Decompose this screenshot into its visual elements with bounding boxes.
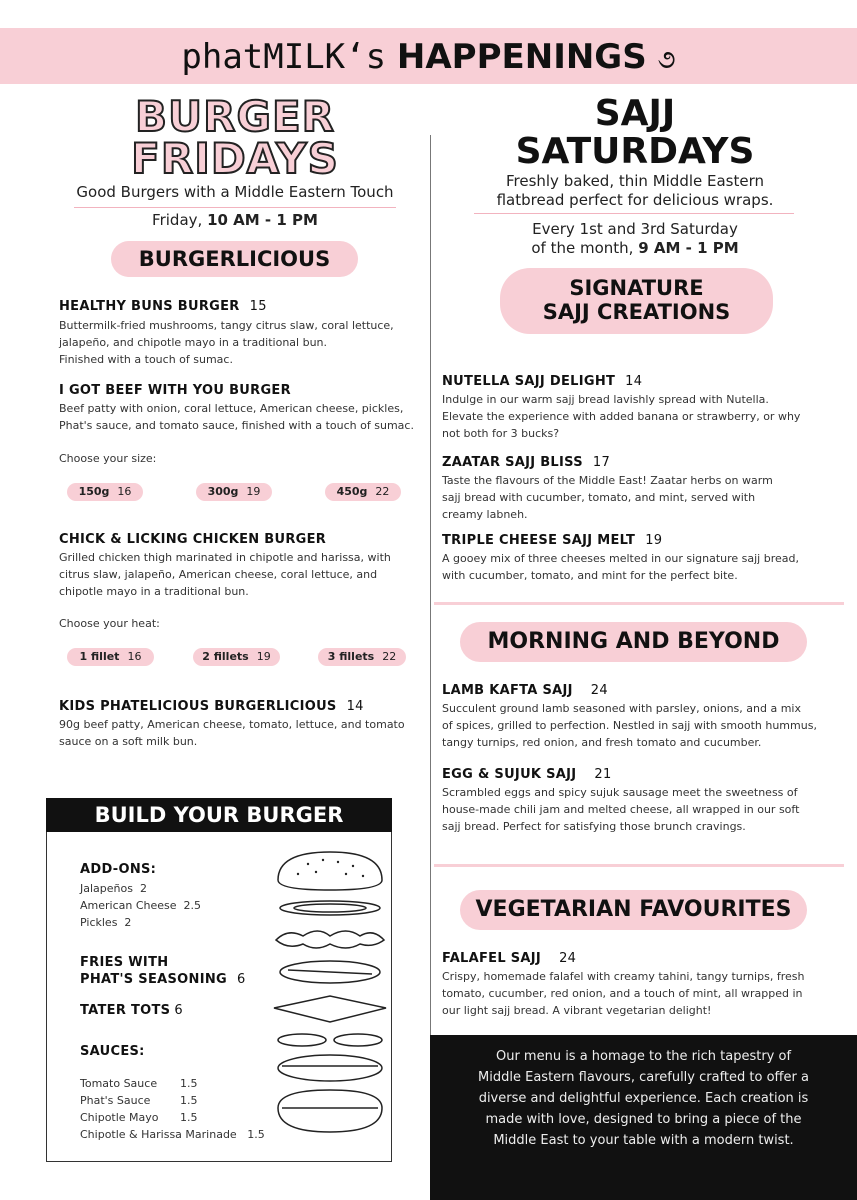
about-text [455,1046,832,1151]
item-price: 24 [590,683,608,698]
size-option-150g[interactable] [67,483,143,501]
desc-line: sauce on a soft milk bun. [59,735,198,748]
desc-line: Scrambled eggs and spicy sujuk sausage meet the sweetness of [442,786,798,799]
desc-line: Beef patty with onion, coral lettuce, American cheese, pickles, [59,402,404,415]
cheese-icon [274,996,386,1022]
menu-item-description [442,700,847,751]
morning-and-beyond-heading: MORNING AND BEYOND [460,622,807,662]
about-line: made with love, designed to bring a piece of the [485,1112,802,1127]
option-price: 19 [246,485,261,498]
menu-item-name [442,455,610,470]
item-title: NUTELLA SAJJ DELIGHT [442,374,616,389]
lettuce-icon [276,931,384,948]
heat-label: Choose your heat: [59,617,160,630]
desc-line: 90g beef patty, American cheese, tomato, lettuce, and tomato [59,718,405,731]
addon-item [80,880,201,897]
option-price: 16 [127,650,142,663]
item-title: HEALTHY BUNS BURGER [59,299,240,314]
burgerlicious-heading: BURGERLICIOUS [111,241,358,277]
vegetarian-favourites-heading: VEGETARIAN FAVOURITES [460,890,807,930]
sauce-price: 1.5 [180,1111,198,1124]
item-price: 14 [625,374,643,389]
sauce-name: Chipotle Mayo [80,1111,159,1124]
menu-item-description [59,400,424,434]
menu-item-name [442,767,612,782]
about-line: Our menu is a homage to the rich tapestry of [495,1049,792,1064]
brand-name: phatMILK‘s [181,37,387,77]
burger-fridays-schedule [60,211,410,229]
tots-name: TATER TOTS [80,1003,171,1018]
menu-item-name [442,951,576,966]
menu-item-name [442,533,662,548]
sauce-item [80,1126,270,1143]
bottom-bun-icon [278,1090,382,1132]
addon-price: 2 [124,916,132,929]
item-title: FALAFEL SAJJ [442,951,542,966]
desc-line: sajj bread with cucumber, tomato, and mint, served with [442,491,756,504]
menu-item-description [59,716,424,750]
item-title: ZAATAR SAJJ BLISS [442,455,583,470]
item-price: 19 [645,533,663,548]
bottom-patty-icon [278,1055,382,1081]
sauce-item [80,1092,270,1109]
sauce-name: Chipotle & Harissa Marinade [80,1128,237,1141]
burger-fridays-title-line1: BURGER [135,92,335,141]
burger-fridays-title-line2: FRIDAYS [131,134,339,183]
desc-line: Taste the flavours of the Middle East! Zaatar herbs on warm [442,474,773,487]
menu-item-name [59,532,326,547]
desc-line: Crispy, homemade falafel with creamy tahini, tangy turnips, fresh [442,970,805,983]
option-label: 450g [336,485,368,498]
build-your-burger-title: BUILD YOUR BURGER [46,798,392,832]
addon-item [80,914,201,931]
size-option-450g[interactable] [325,483,401,501]
item-title: EGG & SUJUK SAJJ [442,767,577,782]
sauce-item [80,1109,270,1126]
desc-line: Succulent ground lamb seasoned with parsley, onions, and a mix [442,702,801,715]
item-title: CHICK & LICKING CHICKEN BURGER [59,532,327,547]
sauce-price: 1.5 [180,1077,198,1090]
sajj-tagline-line1: Freshly baked, thin Middle Eastern [505,172,765,190]
menu-item-name [59,299,267,314]
addon-name: Pickles [80,916,118,929]
sauce-item [80,1075,270,1092]
sauces-list [80,1075,270,1143]
about-line: Middle East to your table with a modern twist. [493,1133,794,1148]
desc-line: our light sajj bread. A vibrant vegetarian delight! [442,1004,712,1017]
desc-line: tangy turnips, red onion, and fresh tomato and cucumber. [442,736,762,749]
desc-line: A gooey mix of three cheeses melted in our signature sajj bread, [442,552,799,565]
item-price: 24 [559,951,577,966]
addon-price: 2 [139,882,147,895]
desc-line: Indulge in our warm sajj bread lavishly spread with Nutella. [442,393,769,406]
item-price: 21 [594,767,612,782]
signature-sajj-heading [500,268,773,334]
size-label: Choose your size: [59,452,157,465]
item-title: TRIPLE CHEESE SAJJ MELT [442,533,636,548]
desc-line: sajj bread. Perfect for satisfying those brunch cravings. [442,820,746,833]
addon-price: 2.5 [183,899,202,912]
item-title: I GOT BEEF WITH YOU BURGER [59,383,291,398]
addon-name: Jalapeños [80,882,133,895]
sajj-schedule-line1: Every 1st and 3rd Saturday [532,220,738,238]
item-price: 15 [249,299,267,314]
sauce-name: Phat's Sauce [80,1094,151,1107]
menu-item-description [442,784,847,835]
menu-item-name [442,683,608,698]
heat-option-1-fillet[interactable] [67,648,154,666]
desc-line: house-made chili jam and melted cheese, all wrapped in our soft [442,803,800,816]
burger-fridays-time: 10 AM - 1 PM [207,211,318,229]
exploded-burger-illustration [268,850,392,1150]
desc-line: not both for 3 bucks? [442,427,560,440]
about-line: Middle Eastern flavours, carefully crafted to offer a [478,1070,809,1085]
sajj-tagline-line2: flatbread perfect for delicious wraps. [496,191,774,209]
option-price: 22 [382,650,397,663]
menu-item-name [59,699,364,714]
item-title: KIDS PHATELICIOUS BURGERLICIOUS [59,699,337,714]
burger-fridays-tagline: Good Burgers with a Middle Eastern Touch [76,183,394,201]
option-price: 22 [375,485,390,498]
sajj-saturdays-title-line1: SAJJ [594,93,676,134]
top-bun-icon [278,852,382,890]
sauce-price: 1.5 [247,1128,265,1141]
desc-line: jalapeño, and chipotle mayo in a traditional bun. [59,336,328,349]
header-title [0,37,857,80]
desc-line: with cucumber, tomato, and mint for the perfect bite. [442,569,738,582]
desc-line: citrus slaw, jalapeño, American cheese, coral lettuce, and [59,568,378,581]
addon-name: American Cheese [80,899,177,912]
desc-line: tomato, cucumber, red onion, and a touch of mint, all wrapped in [442,987,803,1000]
option-price: 19 [256,650,271,663]
sauce-price: 1.5 [180,1094,198,1107]
menu-item-description [442,391,842,442]
size-option-300g[interactable] [196,483,272,501]
item-title: LAMB KAFTA SAJJ [442,683,573,698]
fries-line2 [80,972,246,987]
option-label: 1 fillet [79,650,120,663]
option-label: 2 fillets [202,650,249,663]
heat-option-3-fillets[interactable] [318,648,406,666]
option-label: 300g [207,485,239,498]
desc-line: Elevate the experience with added banana or strawberry, or why [442,410,801,423]
tater-tots [80,1003,183,1018]
heat-option-2-fillets[interactable] [193,648,280,666]
desc-line: of spices, grilled to perfection. Nestled in sajj with smooth hummus, [442,719,817,732]
sajj-schedule-text: of the month, [531,239,634,257]
menu-item-description [59,317,419,368]
sajj-rule [474,213,794,214]
menu-item-description [442,550,842,584]
menu-item-name [442,374,642,389]
desc-line: Phat's sauce, and tomato sauce, finished with a touch of sumac. [59,419,414,432]
desc-line: Finished with a touch of sumac. [59,353,233,366]
happenings-title: HAPPENINGS [396,37,647,77]
about-line: diverse and delightful experience. Each creation is [478,1091,809,1106]
logo-mark: ૭ [657,45,676,75]
item-price: 17 [592,455,611,470]
desc-line: Buttermilk-fried mushrooms, tangy citrus slaw, coral lettuce, [59,319,394,332]
desc-line: creamy labneh. [442,508,528,521]
option-label: 150g [78,485,110,498]
addons-list [80,880,201,931]
burger-fridays-rule [74,207,396,208]
menu-item-description [442,472,842,523]
sajj-schedule-line2 [460,239,810,257]
menu-item-description [442,968,847,1019]
addons-heading: ADD-ONS: [80,862,157,877]
desc-line: Grilled chicken thigh marinated in chipotle and harissa, with [59,551,391,564]
fries-price: 6 [236,972,246,987]
item-price: 14 [346,699,364,714]
menu-item-description [59,549,424,600]
sajj-saturdays-title-line2: SATURDAYS [515,131,755,172]
burger-fridays-day: Friday, [152,211,203,229]
addon-item [80,897,201,914]
section-rule [434,602,844,605]
option-price: 16 [117,485,132,498]
tots-price: 6 [174,1003,183,1018]
section-rule [434,864,844,867]
sauce-name: Tomato Sauce [80,1077,158,1090]
sajj-time: 9 AM - 1 PM [638,239,739,257]
option-label: 3 fillets [327,650,375,663]
signature-line1: SIGNATURE [569,276,704,300]
signature-line2: SAJJ CREATIONS [542,300,731,324]
menu-item-name [59,383,291,398]
desc-line: chipotle mayo in a traditional bun. [59,585,249,598]
sauces-heading: SAUCES: [80,1044,145,1059]
tomato-icon [278,1034,326,1046]
fries-name: PHAT'S SEASONING [80,972,227,987]
fries-line1: FRIES WITH [80,955,169,970]
